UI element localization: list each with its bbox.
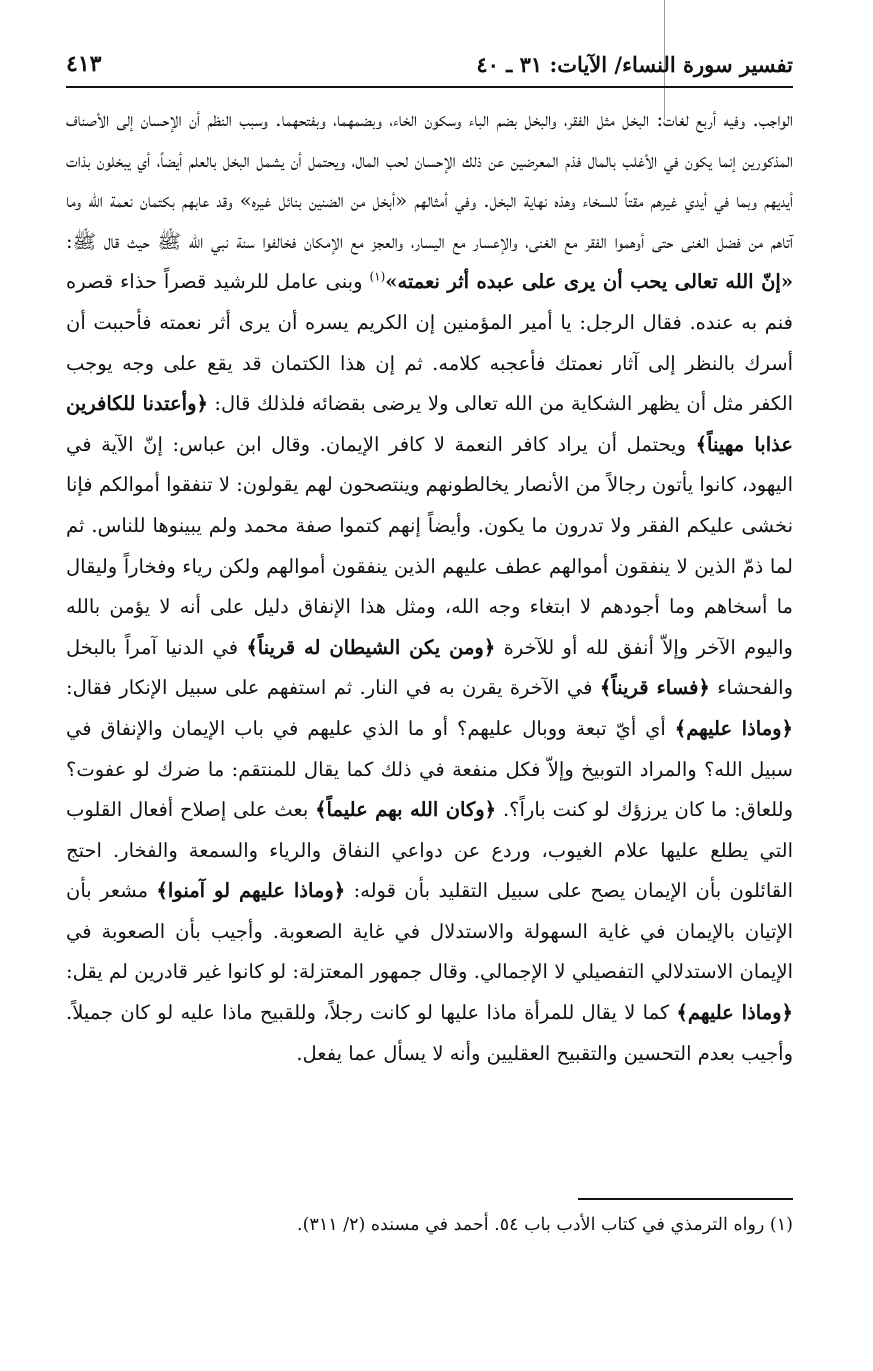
footnote-divider <box>578 1198 793 1200</box>
footnote: (١) رواه الترمذي في كتاب الأدب باب ٥٤. أحمد في مسنده (٢/ ٣١١). <box>297 1215 793 1235</box>
text-segment: في الآخرة يقرن به في النار. ثم استفهم على سبيل الإنكار فقال: <box>66 676 600 700</box>
footnote-marker: (١) <box>369 269 386 284</box>
quran-verse: ﴿فساء قريناً﴾ <box>599 676 710 700</box>
quran-verse: ﴿ومن يكن الشيطان له قريناً﴾ <box>246 635 496 659</box>
quran-verse: ﴿وكان الله بهم عليماً﴾ <box>315 798 497 822</box>
text-segment: وبنى عامل للرشيد قصراً حذاء قصره فنم به عنده. فقال الرجل: يا أمير المؤمنين إن الكريم يسره أن يرى أثر نعمته فأحببت أن أسرك بالنظر إلى آثار نعمتك فأعجبه كلامه. ثم إن هذا الكتمان قد يقع على وجه يوجب الكفر مثل أن يظهر الشكاية من الله تعالى ولا يرضى بقضائه فلذلك قال: <box>66 270 793 416</box>
running-header <box>66 44 793 84</box>
header-divider <box>66 86 793 88</box>
text-segment: كما لا يقال للمرأة ماذا عليها لو كانت رجلاً، وللقبيح ماذا عليه لو كان جميلاً. وأجيب بعدم التحسين والتقبيح العقليين وأنه لا يسأل عما يفعل. <box>66 1001 793 1065</box>
quran-verse: ﴿وأعتدنا للكافرين عذابا مهيناً﴾ <box>66 392 794 456</box>
text-segment: بعث على إصلاح أفعال القلوب التي يطلع عليها علام الغيوب، وردع عن دواعي النفاق والرياء والسمعة والفخار. احتج القائلون بأن الإيمان يصح على سبيل التقليد بأن قوله: <box>66 798 793 903</box>
text-segment: ويحتمل أن يراد كافر النعمة لا كافر الإيمان. وقال ابن عباس: إنّ الآية في اليهود، كانوا يأتون رجالاً من الأنصار يخالطونهم وينتصحون لهم يقولون: لا تنفقوا أموالكم فإنا نخشى عليكم الفقر ولا تدرون ما يكون. وأيضاً إنهم كتموا صفة محمد ولم يبينوها للناس. ثم لما ذمّ الذين لا ينفقون أموالهم عطف عليهم الذين ينفقون أموالهم ولكن رياء وفخاراً وليقال ما أسخاهم وما أجودهم لا ابتغاء وجه الله، ومثل هذا الإنفاق دليل على أنه لا يؤمن بالله واليوم الآخر وإلاّ أنفق لله أو للآخرة <box>66 432 793 659</box>
text-segment: أي أيّ تبعة ووبال عليهم؟ أو ما الذي عليهم في باب الإيمان والإنفاق في سبيل الله؟ والمراد التوبيخ وإلاّ فكل منفعة في ذلك كما يقال للمنتقم: ما ضرك لو عفوت؟ وللعاق: ما كان يرزؤك لو كنت باراً؟. <box>66 716 793 822</box>
text-segment: مشعر بأن الإتيان بالإيمان في غاية السهولة والاستدلال في غاية الصعوبة. وأجيب بأن الصعوبة في الإيمان الاستدلالي التفصيلي لا الإجمالي. وقال جمهور المعتزلة: لو كانوا غير قادرين لم يقل: <box>66 879 793 984</box>
hadith-quote: «إنّ الله تعالى يحب أن يرى على عبده أثر نعمته» <box>385 270 794 294</box>
page-number: ٤١٣ <box>66 51 102 77</box>
quran-verse: ﴿وماذا عليهم﴾ <box>676 1001 793 1025</box>
quran-verse: ﴿وماذا عليهم﴾ <box>674 716 793 740</box>
main-text <box>66 100 793 1074</box>
quran-verse: ﴿وماذا عليهم لو آمنوا﴾ <box>156 879 346 903</box>
text-segment: الواجب. وفيه أربع لغات: البخل مثل الفقر، والبخل بضم الباء وسكون الخاء، وبضمهما، وبفتحهما. وسبب النظم أن الإحسان إلى الأصناف المذكورين إنما يكون في الأغلب بالمال فذم المعرضين عن ذلك الإحسان لحب المال، ويحتمل أن يشمل البخل بالعلم أيضاً، أي يبخلون بذات أيديهم وبما في أيدي غيرهم مقتاً للسخاء وهذه نهاية البخل. وفي أمثالهم «أبخل من الضنين بنائل غيره» وقد عابهم بكتمان نعمة الله وما آتاهم من فضل الغنى حتى أوهموا الفقر مع الغنى، والإعسار مع اليسار، والعجز مع الإمكان فخالفوا سنة نبي الله ﷺ حيث قال ﷺ: <box>66 108 793 253</box>
text-segment: في الدنيا آمراً بالبخل والفحشاء <box>66 635 793 700</box>
header-title: تفسير سورة النساء/ الآيات: ٣١ ـ ٤٠ <box>476 51 793 77</box>
